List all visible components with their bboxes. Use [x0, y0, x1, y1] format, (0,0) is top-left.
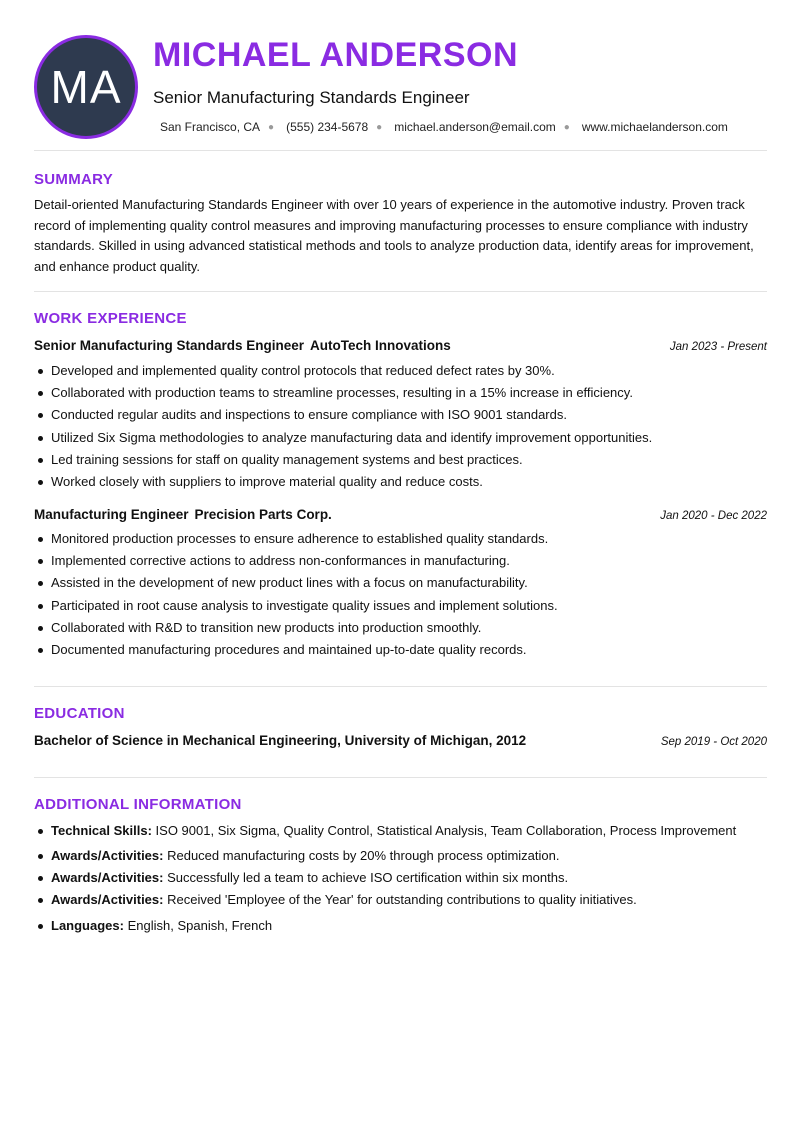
- job-company: Precision Parts Corp.: [194, 507, 332, 522]
- summary-text: Detail-oriented Manufacturing Standards Engineer with over 10 years of experience in the automotive industry. Proven track record of implementing quality control measures and improving manufacturing processes to ensure compliance with industry standards. Skilled in using advanced statistical methods and tools to analyze production data, identify areas for improvement, and enhance product quality.: [34, 197, 754, 274]
- info-value: Reduced manufacturing costs by 20% through process optimization.: [167, 848, 560, 863]
- list-item: Collaborated with production teams to streamline processes, resulting in a 15% increase in efficiency.: [34, 382, 767, 404]
- avatar-initials: MA: [50, 61, 122, 113]
- candidate-name: MICHAEL ANDERSON: [153, 36, 519, 74]
- section-divider: [34, 777, 767, 778]
- contact-line: [160, 120, 728, 134]
- info-value: Successfully led a team to achieve ISO certification within six months.: [167, 870, 569, 885]
- list-item: Participated in root cause analysis to investigate quality issues and implement solutions.: [34, 595, 767, 617]
- job-title: Senior Manufacturing Standards Engineer: [34, 338, 305, 353]
- info-label: Technical Skills:: [51, 823, 152, 838]
- job-title-line: [34, 507, 332, 522]
- contact-phone[interactable]: (555) 234-5678: [286, 120, 369, 134]
- list-item: [34, 915, 767, 937]
- job-header: [34, 338, 767, 353]
- list-item: Collaborated with R&D to transition new products into production smoothly.: [34, 617, 767, 639]
- education-degree: Bachelor of Science in Mechanical Engineering, University of Michigan, 2012: [34, 733, 527, 748]
- education-heading: EDUCATION: [34, 705, 125, 722]
- separator-dot-icon: ●: [376, 121, 383, 133]
- contact-email[interactable]: michael.anderson@email.com: [394, 120, 556, 134]
- work-experience-heading: WORK EXPERIENCE: [34, 310, 187, 327]
- contact-location: San Francisco, CA: [160, 120, 261, 134]
- list-item: Conducted regular audits and inspections to ensure compliance with ISO 9001 standards.: [34, 404, 767, 426]
- separator-dot-icon: ●: [563, 121, 570, 133]
- avatar: [34, 35, 138, 139]
- list-item: Developed and implemented quality control protocols that reduced defect rates by 30%.: [34, 360, 767, 382]
- section-divider: [34, 291, 767, 292]
- list-item: Assisted in the development of new product lines with a focus on manufacturability.: [34, 572, 767, 594]
- job-bullets: [34, 360, 767, 493]
- additional-info-list: [34, 820, 767, 937]
- list-item: [34, 867, 767, 889]
- info-label: Awards/Activities:: [51, 892, 164, 907]
- education-dates: Sep 2019 - Oct 2020: [660, 736, 767, 748]
- info-value: English, Spanish, French: [127, 918, 273, 933]
- additional-info-heading: ADDITIONAL INFORMATION: [34, 796, 242, 813]
- contact-website[interactable]: www.michaelanderson.com: [581, 120, 728, 134]
- summary-heading: SUMMARY: [34, 171, 114, 188]
- separator-dot-icon: ●: [268, 121, 275, 133]
- info-value: ISO 9001, Six Sigma, Quality Control, Statistical Analysis, Team Collaboration, Process Improvement: [155, 823, 737, 838]
- candidate-title: Senior Manufacturing Standards Engineer: [153, 88, 470, 107]
- info-value: Received 'Employee of the Year' for outstanding contributions to quality initiatives.: [167, 892, 637, 907]
- section-divider: [34, 686, 767, 687]
- job-title: Manufacturing Engineer: [34, 507, 189, 522]
- list-item: Monitored production processes to ensure adherence to established quality standards.: [34, 528, 767, 550]
- list-item: [34, 889, 767, 915]
- education-entry: [34, 733, 767, 748]
- job-title-line: [34, 338, 451, 353]
- info-label: Languages:: [51, 918, 124, 933]
- job-header: [34, 507, 767, 522]
- section-divider: [34, 150, 767, 151]
- job-dates: Jan 2023 - Present: [669, 341, 767, 353]
- list-item: Utilized Six Sigma methodologies to analyze manufacturing data and identify improvement opportunities.: [34, 427, 767, 449]
- list-item: [34, 820, 767, 845]
- list-item: Led training sessions for staff on quality management systems and best practices.: [34, 449, 767, 471]
- list-item: Documented manufacturing procedures and maintained up-to-date quality records.: [34, 639, 767, 661]
- job-dates: Jan 2020 - Dec 2022: [660, 510, 767, 522]
- list-item: Worked closely with suppliers to improve material quality and reduce costs.: [34, 471, 767, 493]
- info-label: Awards/Activities:: [51, 870, 164, 885]
- job-bullets: [34, 528, 767, 661]
- list-item: [34, 845, 767, 867]
- job-company: AutoTech Innovations: [310, 338, 451, 353]
- list-item: Implemented corrective actions to address non-conformances in manufacturing.: [34, 550, 767, 572]
- info-label: Awards/Activities:: [51, 848, 164, 863]
